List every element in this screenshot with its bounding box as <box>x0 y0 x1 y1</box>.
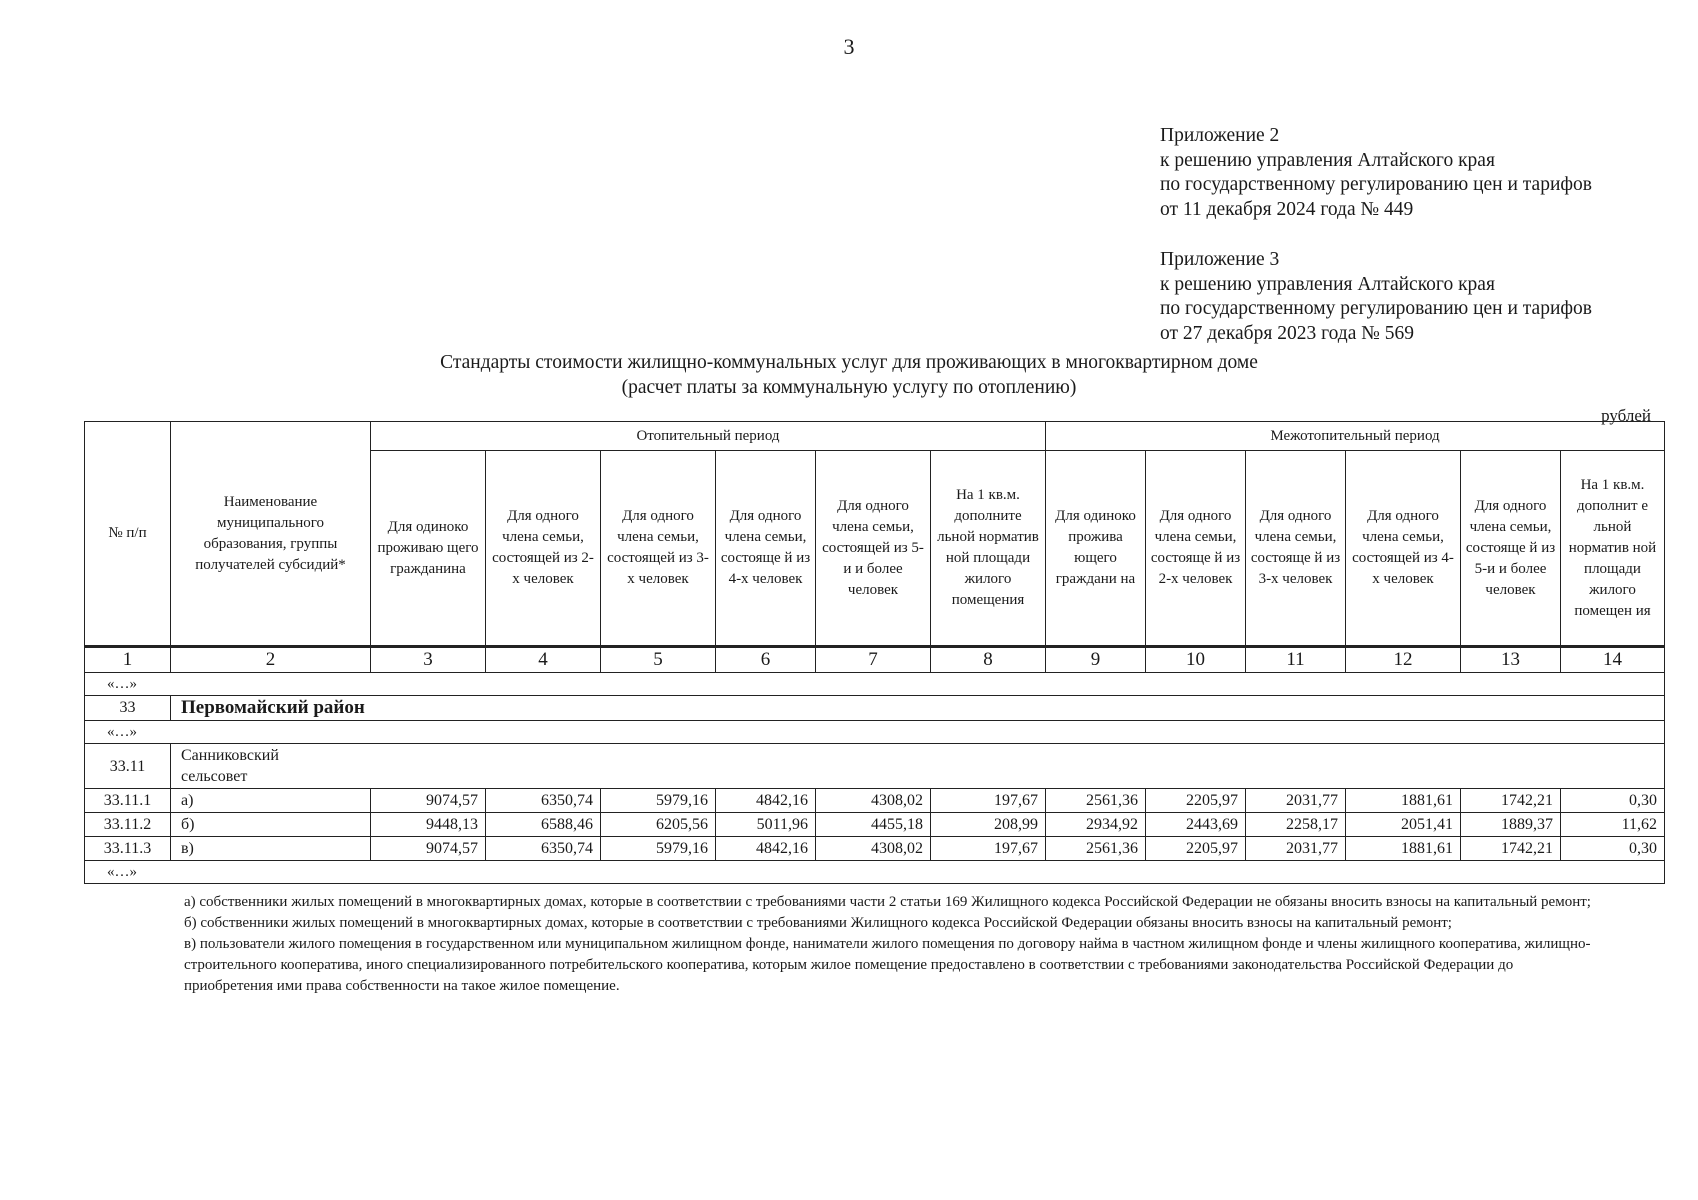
footnotes <box>184 892 1594 997</box>
value-cell: 208,99 <box>931 813 1046 837</box>
header-heating-col: На 1 кв.м. дополните льной норматив ной площади жилого помещения <box>931 451 1046 647</box>
value-cell: 1881,61 <box>1346 789 1461 813</box>
footnote-c: в) пользователи жилого помещения в государственном или муниципальном жилищном фонде, наниматели жилого помещения по договору найма в частном жилищном фонде и члены жилищного кооператива, жилищно-строительного кооператива, иного специализированного потребительского кооператива, которым жилое помещение предоставлено в соответствии с требованиями законодательства Российской Федерации до приобретения ими права собственности на такое жилое помещение. <box>184 936 1591 994</box>
value-cell: 0,30 <box>1561 837 1665 861</box>
column-number: 5 <box>601 647 716 673</box>
ellipsis-row <box>85 673 1665 696</box>
council-name-text: Санниковский сельсовет <box>181 747 279 785</box>
appendix-3-line: от 27 декабря 2023 года № 569 <box>1160 322 1414 344</box>
value-cell: 2934,92 <box>1046 813 1146 837</box>
district-number: 33 <box>85 696 171 721</box>
appendix-2-line: по государственному регулированию цен и тарифов <box>1160 174 1592 195</box>
header-interheating-col: Для одного члена семьи, состояще й из 5-и и более человек <box>1461 451 1561 647</box>
value-cell: 0,30 <box>1561 789 1665 813</box>
value-cell: 2031,77 <box>1246 837 1346 861</box>
appendix-3-line: Приложение 3 <box>1160 249 1280 270</box>
value-cell: 2443,69 <box>1146 813 1246 837</box>
council-name <box>171 744 1665 789</box>
column-number: 1 <box>85 647 171 673</box>
ellipsis-cell: «…» <box>85 673 1665 696</box>
council-number: 33.11 <box>85 744 171 789</box>
header-interheating-col: Для одного члена семьи, состояще й из 2-х человек <box>1146 451 1246 647</box>
column-number: 12 <box>1346 647 1461 673</box>
column-numbers-row <box>85 647 1665 673</box>
value-cell: 6350,74 <box>486 789 601 813</box>
footnote-a: а) собственники жилых помещений в многоквартирных домах, которые в соответствии с требованиями части 2 статьи 169 Жилищного кодекса Российской Федерации не обязаны вносить взносы на капитальный ремонт; <box>184 894 1591 910</box>
header-heating-col: Для одного члена семьи, состояще й из 4-х человек <box>716 451 816 647</box>
appendix-3-line: по государственному регулированию цен и тарифов <box>1160 298 1592 319</box>
value-cell: 1742,21 <box>1461 789 1561 813</box>
appendix-2-line: от 11 декабря 2024 года № 449 <box>1160 198 1414 220</box>
column-number: 11 <box>1246 647 1346 673</box>
header-row-periods <box>85 422 1665 451</box>
row-number: 33.11.1 <box>85 789 171 813</box>
header-heating-col: Для одного члена семьи, состоящей из 3-х человек <box>601 451 716 647</box>
appendix-2-line: Приложение 2 <box>1160 125 1280 146</box>
column-number: 3 <box>371 647 486 673</box>
header-interheating-col: На 1 кв.м. дополнит е льной норматив ной площади жилого помещен ия <box>1561 451 1665 647</box>
value-cell: 2258,17 <box>1246 813 1346 837</box>
header-heating-col: Для одного члена семьи, состоящей из 2-х человек <box>486 451 601 647</box>
table-row <box>85 813 1665 837</box>
table-row <box>85 837 1665 861</box>
value-cell: 4842,16 <box>716 837 816 861</box>
value-cell: 11,62 <box>1561 813 1665 837</box>
value-cell: 2561,36 <box>1046 789 1146 813</box>
table-row <box>85 789 1665 813</box>
value-cell: 9074,57 <box>371 837 486 861</box>
header-heating-col: Для одиноко проживаю щего гражданина <box>371 451 486 647</box>
value-cell: 6588,46 <box>486 813 601 837</box>
value-cell: 1881,61 <box>1346 837 1461 861</box>
header-interheating-col: Для одиноко прожива ющего граждани на <box>1046 451 1146 647</box>
column-number: 14 <box>1561 647 1665 673</box>
row-group: б) <box>171 813 371 837</box>
row-number: 33.11.2 <box>85 813 171 837</box>
value-cell: 1889,37 <box>1461 813 1561 837</box>
column-number: 13 <box>1461 647 1561 673</box>
council-row <box>85 744 1665 789</box>
column-number: 4 <box>486 647 601 673</box>
row-number: 33.11.3 <box>85 837 171 861</box>
value-cell: 2561,36 <box>1046 837 1146 861</box>
title-line-2: (расчет платы за коммунальную услугу по отоплению) <box>621 377 1077 398</box>
header-heating-period: Отопительный период <box>371 422 1046 451</box>
value-cell: 4308,02 <box>816 837 931 861</box>
district-name: Первомайский район <box>171 696 1665 721</box>
value-cell: 197,67 <box>931 789 1046 813</box>
value-cell: 2031,77 <box>1246 789 1346 813</box>
value-cell: 4842,16 <box>716 789 816 813</box>
column-number: 9 <box>1046 647 1146 673</box>
header-interheating-col: Для одного члена семьи, состоящей из 4-х человек <box>1346 451 1461 647</box>
row-group: а) <box>171 789 371 813</box>
value-cell: 197,67 <box>931 837 1046 861</box>
footnote-b: б) собственники жилых помещений в многоквартирных домах, которые в соответствии с требованиями Жилищного кодекса Российской Федерации обязаны вносить взносы на капитальный ремонт; <box>184 915 1452 931</box>
column-number: 2 <box>171 647 371 673</box>
value-cell: 1742,21 <box>1461 837 1561 861</box>
units-label: рублей <box>1601 406 1651 425</box>
value-cell: 9448,13 <box>371 813 486 837</box>
value-cell: 2051,41 <box>1346 813 1461 837</box>
document-title <box>0 350 1698 400</box>
header-interheating-period: Межотопительный период <box>1046 422 1665 451</box>
header-heating-col: Для одного члена семьи, состоящей из 5-и и более человек <box>816 451 931 647</box>
header-col-no: № п/п <box>85 422 171 647</box>
value-cell: 5979,16 <box>601 789 716 813</box>
value-cell: 6350,74 <box>486 837 601 861</box>
appendix-2-block <box>1160 124 1592 222</box>
header-interheating-col: Для одного члена семьи, состояще й из 3-х человек <box>1246 451 1346 647</box>
appendix-2-line: к решению управления Алтайского края <box>1160 149 1495 171</box>
value-cell: 5011,96 <box>716 813 816 837</box>
value-cell: 2205,97 <box>1146 837 1246 861</box>
column-number: 8 <box>931 647 1046 673</box>
row-group: в) <box>171 837 371 861</box>
ellipsis-cell: «…» <box>85 861 1665 884</box>
ellipsis-row <box>85 861 1665 884</box>
value-cell: 5979,16 <box>601 837 716 861</box>
value-cell: 9074,57 <box>371 789 486 813</box>
title-line-1: Стандарты стоимости жилищно-коммунальных услуг для проживающих в многоквартирном доме <box>440 352 1258 373</box>
value-cell: 4455,18 <box>816 813 931 837</box>
header-col-name: Наименование муниципального образования, группы получателей субсидий* <box>171 422 371 647</box>
column-number: 7 <box>816 647 931 673</box>
appendix-3-line: к решению управления Алтайского края <box>1160 273 1495 295</box>
ellipsis-cell: «…» <box>85 721 1665 744</box>
value-cell: 6205,56 <box>601 813 716 837</box>
page-number: 3 <box>843 34 855 59</box>
tariff-table <box>84 421 1665 884</box>
ellipsis-row <box>85 721 1665 744</box>
column-number: 6 <box>716 647 816 673</box>
column-number: 10 <box>1146 647 1246 673</box>
value-cell: 2205,97 <box>1146 789 1246 813</box>
value-cell: 4308,02 <box>816 789 931 813</box>
appendix-3-block <box>1160 248 1592 346</box>
district-row <box>85 696 1665 721</box>
